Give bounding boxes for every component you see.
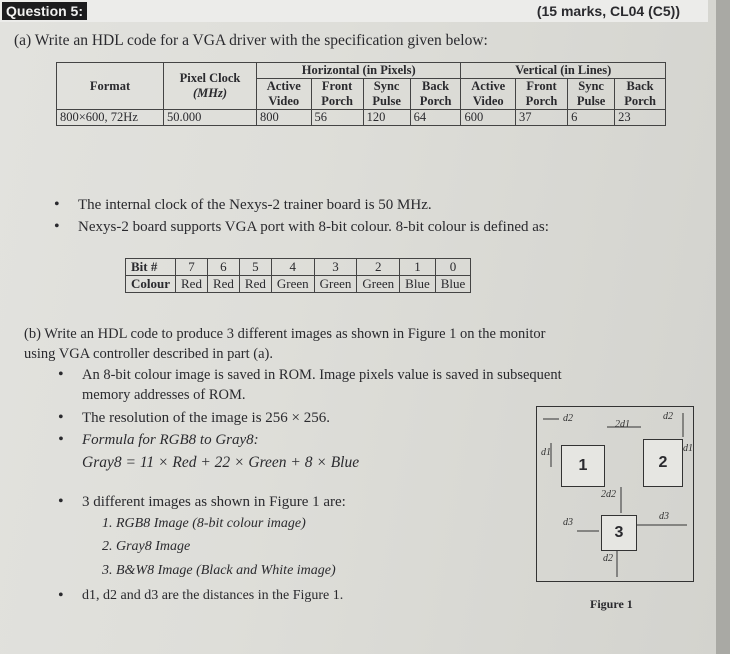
dim-2d2: 2d2	[601, 489, 616, 500]
bullet-resolution: • The resolution of the image is 256 × 256.	[82, 410, 330, 427]
part-b-line1: (b) Write an HDL code to produce 3 different images as shown in Figure 1 on the monitor	[24, 326, 546, 342]
image-box-2: 2	[643, 439, 683, 487]
table-row	[57, 110, 666, 126]
figure-1	[536, 406, 694, 582]
v-back-header: Back Porch	[615, 79, 666, 110]
colour-cell: Blue	[400, 276, 436, 293]
h-active-header: Active Video	[257, 79, 312, 110]
bit-cell: 2	[357, 259, 400, 276]
bit-cell: 7	[176, 259, 208, 276]
bit-cell: 0	[435, 259, 471, 276]
cell-v-front: 37	[515, 110, 567, 126]
colour-bit-table	[125, 258, 471, 293]
vga-spec-table	[56, 62, 666, 126]
question-title: Question 5:	[2, 2, 87, 20]
col-horizontal: Horizontal (in Pixels)	[257, 63, 461, 79]
cell-h-back: 64	[410, 110, 461, 126]
h-front-header: Front Porch	[311, 79, 363, 110]
cell-pixel-clock: 50.000	[164, 110, 257, 126]
bit-cell: 1	[400, 259, 436, 276]
bullet-images: • 3 different images as shown in Figure 1 are:	[82, 494, 346, 511]
v-active-header: Active Video	[461, 79, 516, 110]
bullet-rom-cont: memory addresses of ROM.	[82, 387, 246, 403]
bit-cell: 4	[271, 259, 314, 276]
bit-cell: 6	[207, 259, 239, 276]
part-a-heading: (a) Write an HDL code for a VGA driver with the specification given below:	[14, 32, 488, 49]
dim-d3-right: d3	[659, 511, 669, 522]
dim-2d1: 2d1	[615, 419, 630, 430]
colour-cell: Blue	[435, 276, 471, 293]
col-vertical: Vertical (in Lines)	[461, 63, 666, 79]
bullet-rom: • An 8-bit colour image is saved in ROM. Image pixels value is saved in subsequent	[82, 367, 562, 384]
colour-cell: Red	[176, 276, 208, 293]
question-marks: (15 marks, CL04 (C5))	[536, 3, 680, 19]
h-back-header: Back Porch	[410, 79, 461, 110]
part-b-line2: using VGA controller described in part (a).	[24, 346, 273, 362]
list-item: 1. RGB8 Image (8-bit colour image)	[102, 516, 306, 531]
cell-v-sync: 6	[568, 110, 615, 126]
cell-h-active: 800	[257, 110, 312, 126]
bit-label: Bit #	[126, 259, 176, 276]
figure-caption: Figure 1	[590, 597, 633, 611]
col-format: Format	[57, 63, 164, 110]
pixel-clock-label: Pixel Clock	[179, 71, 241, 85]
cell-h-sync: 120	[363, 110, 410, 126]
dim-d3-left: d3	[563, 517, 573, 528]
bit-cell: 3	[314, 259, 357, 276]
dim-d2-top: d2	[563, 413, 573, 424]
dim-d2-right: d2	[663, 411, 673, 422]
list-item: 3. B&W8 Image (Black and White image)	[102, 563, 336, 578]
col-pixel-clock	[164, 63, 257, 110]
image-box-1: 1	[561, 445, 605, 487]
dim-d2-bottom: d2	[603, 553, 613, 564]
bullet-colour: • Nexys-2 board supports VGA port with 8-bit colour. 8-bit colour is defined as:	[78, 219, 549, 236]
list-item: 2. Gray8 Image	[102, 539, 191, 554]
cell-v-active: 600	[461, 110, 516, 126]
bullet-clock: • The internal clock of the Nexys-2 trainer board is 50 MHz.	[78, 197, 432, 214]
v-sync-header: Sync Pulse	[568, 79, 615, 110]
colour-cell: Green	[314, 276, 357, 293]
v-front-header: Front Porch	[515, 79, 567, 110]
colour-cell: Green	[271, 276, 314, 293]
formula-line: Gray8 = 11 × Red + 22 × Green + 8 × Blue	[82, 454, 360, 471]
colour-cell: Red	[207, 276, 239, 293]
h-sync-header: Sync Pulse	[363, 79, 410, 110]
cell-format: 800×600, 72Hz	[57, 110, 164, 126]
colour-cell: Red	[239, 276, 271, 293]
cell-h-front: 56	[311, 110, 363, 126]
question-header	[0, 0, 708, 22]
colour-label: Colour	[126, 276, 176, 293]
bullet-formula: • Formula for RGB8 to Gray8:	[82, 432, 259, 449]
bullet-distances: • d1, d2 and d3 are the distances in the Figure 1.	[82, 588, 343, 604]
dim-d1-left: d1	[541, 447, 551, 458]
cell-v-back: 23	[615, 110, 666, 126]
figure-arrows	[537, 407, 693, 581]
dim-d1-right: d1	[683, 443, 693, 454]
pixel-clock-unit: (MHz)	[192, 86, 228, 100]
image-box-3: 3	[601, 515, 637, 551]
colour-cell: Green	[357, 276, 400, 293]
bit-cell: 5	[239, 259, 271, 276]
paper-edge	[716, 0, 730, 654]
